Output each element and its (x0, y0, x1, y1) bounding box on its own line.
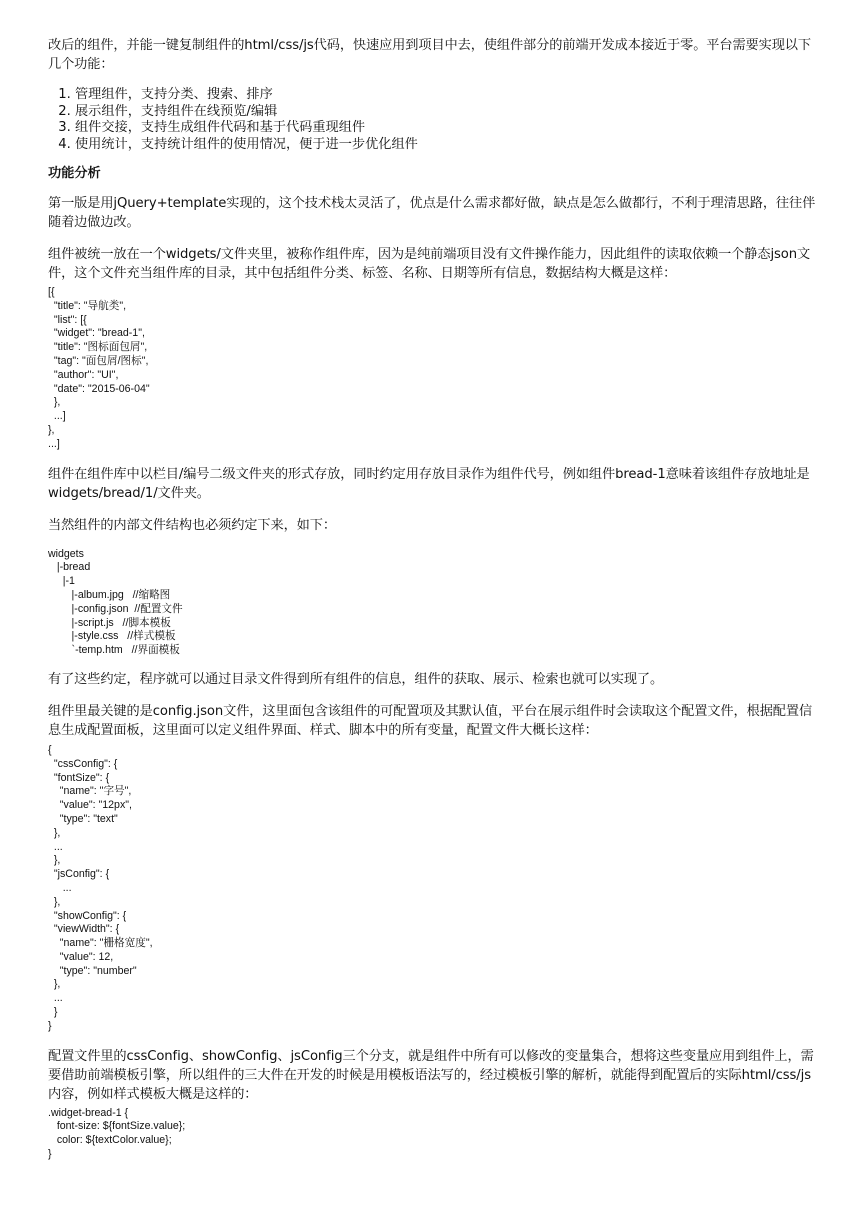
section-heading: 功能分析 (48, 166, 101, 181)
feature-item: 1. 管理组件，支持分类、搜索、排序 (75, 87, 824, 104)
paragraph-first-version: 第一版是用jQuery+template实现的，这个技术栈太灵活了，优点是什么需求都好做，缺点是怎么做都行，不利于理清思路，往往伴随着边做边改。 (48, 196, 816, 230)
paragraph-file-structure: 当然组件的内部文件结构也必须约定下来，如下： (48, 517, 336, 533)
feature-item: 2. 展示组件，支持组件在线预览/编辑 (75, 104, 824, 121)
paragraph-config-json: 组件里最关键的是config.json文件，这里面包含该组件的可配置项及其默认值，平台在展示组件时会读取这个配置文件，根据配置信息生成配置面板，这里面可以定义组件界面、样式、脚本中的所有变量，配置文件大概长这样： (48, 703, 813, 738)
feature-list (48, 87, 824, 153)
paragraph-template-engine: 配置文件里的cssConfig、showConfig、jsConfig三个分支，就是组件中所有可以修改的变量集合，想将这些变量应用到组件上，需要借助前端模板引擎，所以组件的三大件在开发的时候是用模板语法写的，经过模板引擎的解析，就能得到配置后的实际html/css/js内容，例如样式模板大概是这样的： (48, 1048, 814, 1102)
paragraph-conventions-result: 有了这些约定，程序就可以通过目录文件得到所有组件的信息，组件的获取、展示、检索也就可以实现了。 (48, 671, 664, 687)
intro-paragraph: 改后的组件，并能一键复制组件的html/css/js代码，快速应用到项目中去，使组件部分的前端开发成本接近于零。平台需要实现以下几个功能： (48, 38, 811, 72)
document-page (48, 36, 824, 1162)
code-block-library-json: [{ "title": "导航类", "list": [{ "widget": "bread-1", "title": "图标面包屑", "tag": "面包屑/图标", "author": "UI", "date": "2015-06-04" }, ...] }, ...] (48, 286, 150, 450)
code-block-style-template: .widget-bread-1 { font-size: ${fontSize.value}; color: ${textColor.value}; } (48, 1106, 186, 1161)
feature-item: 3. 组件交接，支持生成组件代码和基于代码重现组件 (75, 120, 824, 137)
paragraph-folder-convention: 组件在组件库中以栏目/编号二级文件夹的形式存放，同时约定用存放目录作为组件代号，例如组件bread-1意味着该组件存放地址是widgets/bread/1/文件夹。 (48, 466, 810, 501)
feature-item: 4. 使用统计，支持统计组件的使用情况，便于进一步优化组件 (75, 137, 824, 154)
paragraph-widget-library: 组件被统一放在一个widgets/文件夹里，被称作组件库，因为是纯前端项目没有文件操作能力，因此组件的读取依赖一个静态json文件，这个文件充当组件库的目录，其中包括组件分类、标签、名称、日期等所有信息，数据结构大概是这样： (48, 247, 811, 281)
code-block-file-tree: widgets |-bread |-1 |-album.jpg //缩略图 |-config.json //配置文件 |-script.js //脚本模板 |-style.css //样式模板 `-temp.htm //界面模板 (48, 547, 183, 657)
code-block-config-json: { "cssConfig": { "fontSize": { "name": "字号", "value": "12px", "type": "text" }, ... }, "jsConfig": { ... }, "showConfig": { "viewWidth": { "name": "栅格宽度", "value": 12, "type": "number" }, ... } } (48, 743, 153, 1032)
